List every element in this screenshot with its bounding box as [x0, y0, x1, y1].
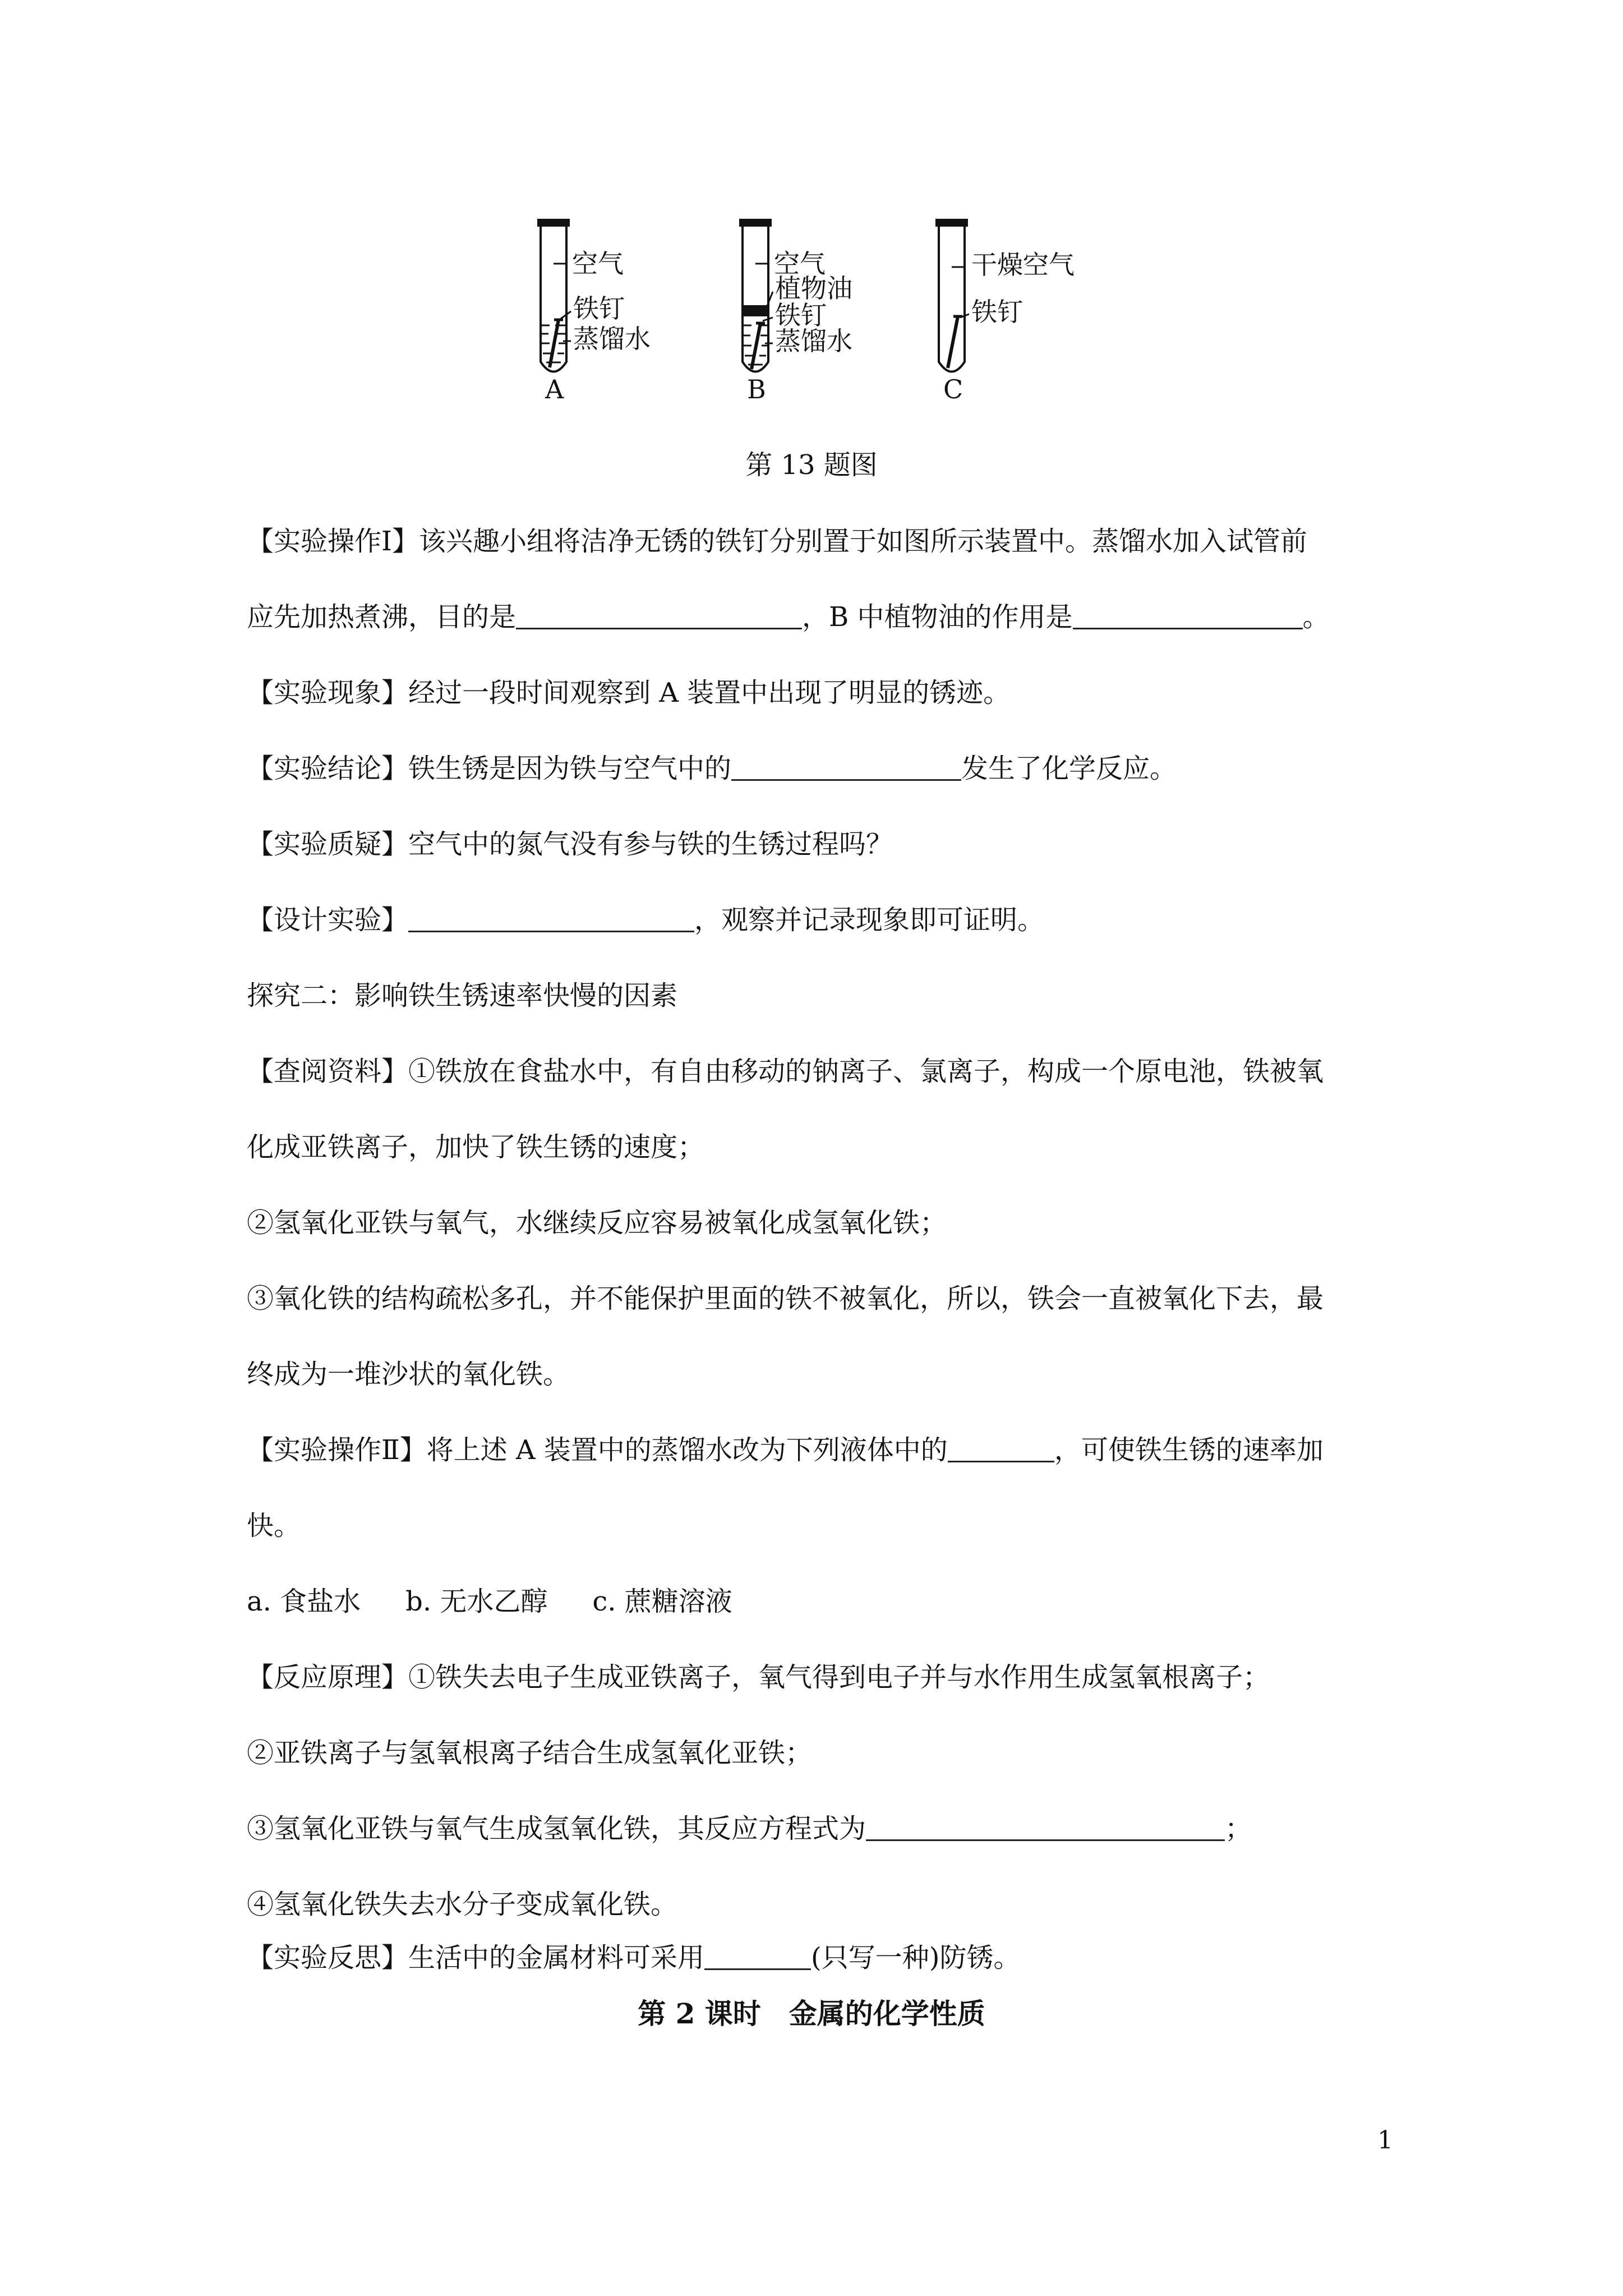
text-line-3: 【实验现象】经过一段时间观察到 A 装置中出现了明显的锈迹。 — [247, 677, 1011, 708]
tube-a-label-air: 空气 — [572, 249, 624, 279]
text-line-2-part-a: 应先加热煮沸，目的是 — [247, 601, 517, 633]
text-line-20 — [247, 1941, 1391, 1975]
section-title-inquiry-2: 探究二：影响铁生锈速率快慢的因素 — [247, 980, 678, 1011]
figure-caption: 第 13 题图 — [745, 449, 878, 481]
tube-b-label-nail: 铁钉 — [775, 300, 827, 330]
text-line-20-part-b: (只写一种)防锈。 — [811, 1942, 1021, 1973]
text-line-8: 【查阅资料】①铁放在食盐水中，有自由移动的钠离子、氯离子，构成一个原电池，铁被氧 — [247, 1056, 1324, 1087]
tube-b — [739, 219, 852, 404]
answer-blank-rust-prevention[interactable] — [704, 1944, 811, 1970]
text-line-2-part-b: ，B 中植物油的作用是 — [802, 601, 1073, 633]
text-line-18-part-b: ； — [1225, 1813, 1252, 1844]
text-line-20-part-a: 【实验反思】生活中的金属材料可采用 — [247, 1942, 705, 1973]
text-line-6 — [247, 903, 1391, 937]
text-line-13-part-b: ，可使铁生锈的速率加 — [1054, 1434, 1324, 1466]
option-b[interactable]: b. 无水乙醇 — [405, 1586, 548, 1617]
tube-c — [935, 219, 1075, 404]
text-line-14: 快。 — [247, 1510, 301, 1542]
text-line-10: ②氢氧化亚铁与氧气，水继续反应容易被氧化成氢氧化铁； — [247, 1207, 947, 1239]
answer-blank-purpose[interactable] — [516, 603, 802, 629]
option-a[interactable]: a. 食盐水 — [247, 1586, 361, 1617]
text-line-19: ④氢氧化铁失去水分子变成氧化铁。 — [247, 1889, 678, 1920]
tube-b-label-water: 蒸馏水 — [775, 326, 852, 356]
tube-a-letter: A — [545, 374, 564, 404]
text-line-17: ②亚铁离子与氢氧根离子结合生成氢氧化亚铁； — [247, 1737, 813, 1769]
test-tube-diagram — [505, 213, 1178, 421]
text-line-9: 化成亚铁离子，加快了铁生锈的速度； — [247, 1131, 705, 1163]
lesson-heading: 第 2 课时 金属的化学性质 — [638, 1997, 985, 2030]
answer-blank-conclusion[interactable] — [731, 754, 961, 781]
tube-c-label-nail: 铁钉 — [971, 297, 1023, 327]
text-line-12: 终成为一堆沙状的氧化铁。 — [247, 1359, 570, 1390]
text-line-13 — [247, 1433, 1391, 1467]
tube-a-label-nail: 铁钉 — [573, 293, 625, 324]
tube-b-letter: B — [747, 374, 766, 404]
tube-b-label-oil: 植物油 — [775, 273, 852, 303]
text-line-18 — [247, 1812, 1391, 1846]
options-line — [247, 1585, 1391, 1618]
answer-blank-equation[interactable] — [866, 1815, 1225, 1841]
text-line-18-part-a: ③氢氧化亚铁与氧气生成氢氧化铁，其反应方程式为 — [247, 1813, 866, 1844]
text-line-6-part-b: ，观察并记录现象即可证明。 — [694, 904, 1045, 936]
tube-a-label-water: 蒸馏水 — [573, 324, 651, 354]
tube-b-label-air: 空气 — [774, 249, 826, 279]
text-line-2 — [247, 600, 1391, 634]
text-line-6-part-a: 【设计实验】 — [247, 904, 409, 936]
text-line-11: ③氧化铁的结构疏松多孔，并不能保护里面的铁不被氧化，所以，铁会一直被氧化下去，最 — [247, 1283, 1324, 1314]
text-line-16: 【反应原理】①铁失去电子生成亚铁离子，氧气得到电子并与水作用生成氢氧根离子； — [247, 1662, 1270, 1693]
text-line-4-part-b: 发生了化学反应。 — [961, 753, 1177, 784]
text-line-1: 【实验操作Ⅰ】该兴趣小组将洁净无锈的铁钉分别置于如图所示装置中。蒸馏水加入试管前 — [247, 526, 1307, 557]
answer-blank-oil-role[interactable] — [1073, 603, 1303, 629]
text-line-4 — [247, 752, 1391, 785]
option-c[interactable]: c. 蔗糖溶液 — [592, 1586, 732, 1617]
text-line-13-part-a: 【实验操作Ⅱ】将上述 A 装置中的蒸馏水改为下列液体中的 — [247, 1434, 948, 1466]
text-line-2-part-c: 。 — [1302, 601, 1330, 633]
answer-blank-design[interactable] — [408, 906, 694, 932]
tube-c-label-dry-air: 干燥空气 — [971, 250, 1075, 280]
test-tube-figure — [505, 213, 1178, 421]
text-line-4-part-a: 【实验结论】铁生锈是因为铁与空气中的 — [247, 753, 732, 784]
text-line-5: 【实验质疑】空气中的氮气没有参与铁的生锈过程吗？ — [247, 829, 893, 860]
tube-a — [537, 219, 651, 404]
page-number: 1 — [1377, 2126, 1393, 2155]
answer-blank-liquid[interactable] — [948, 1436, 1054, 1462]
tube-c-letter: C — [943, 374, 963, 404]
